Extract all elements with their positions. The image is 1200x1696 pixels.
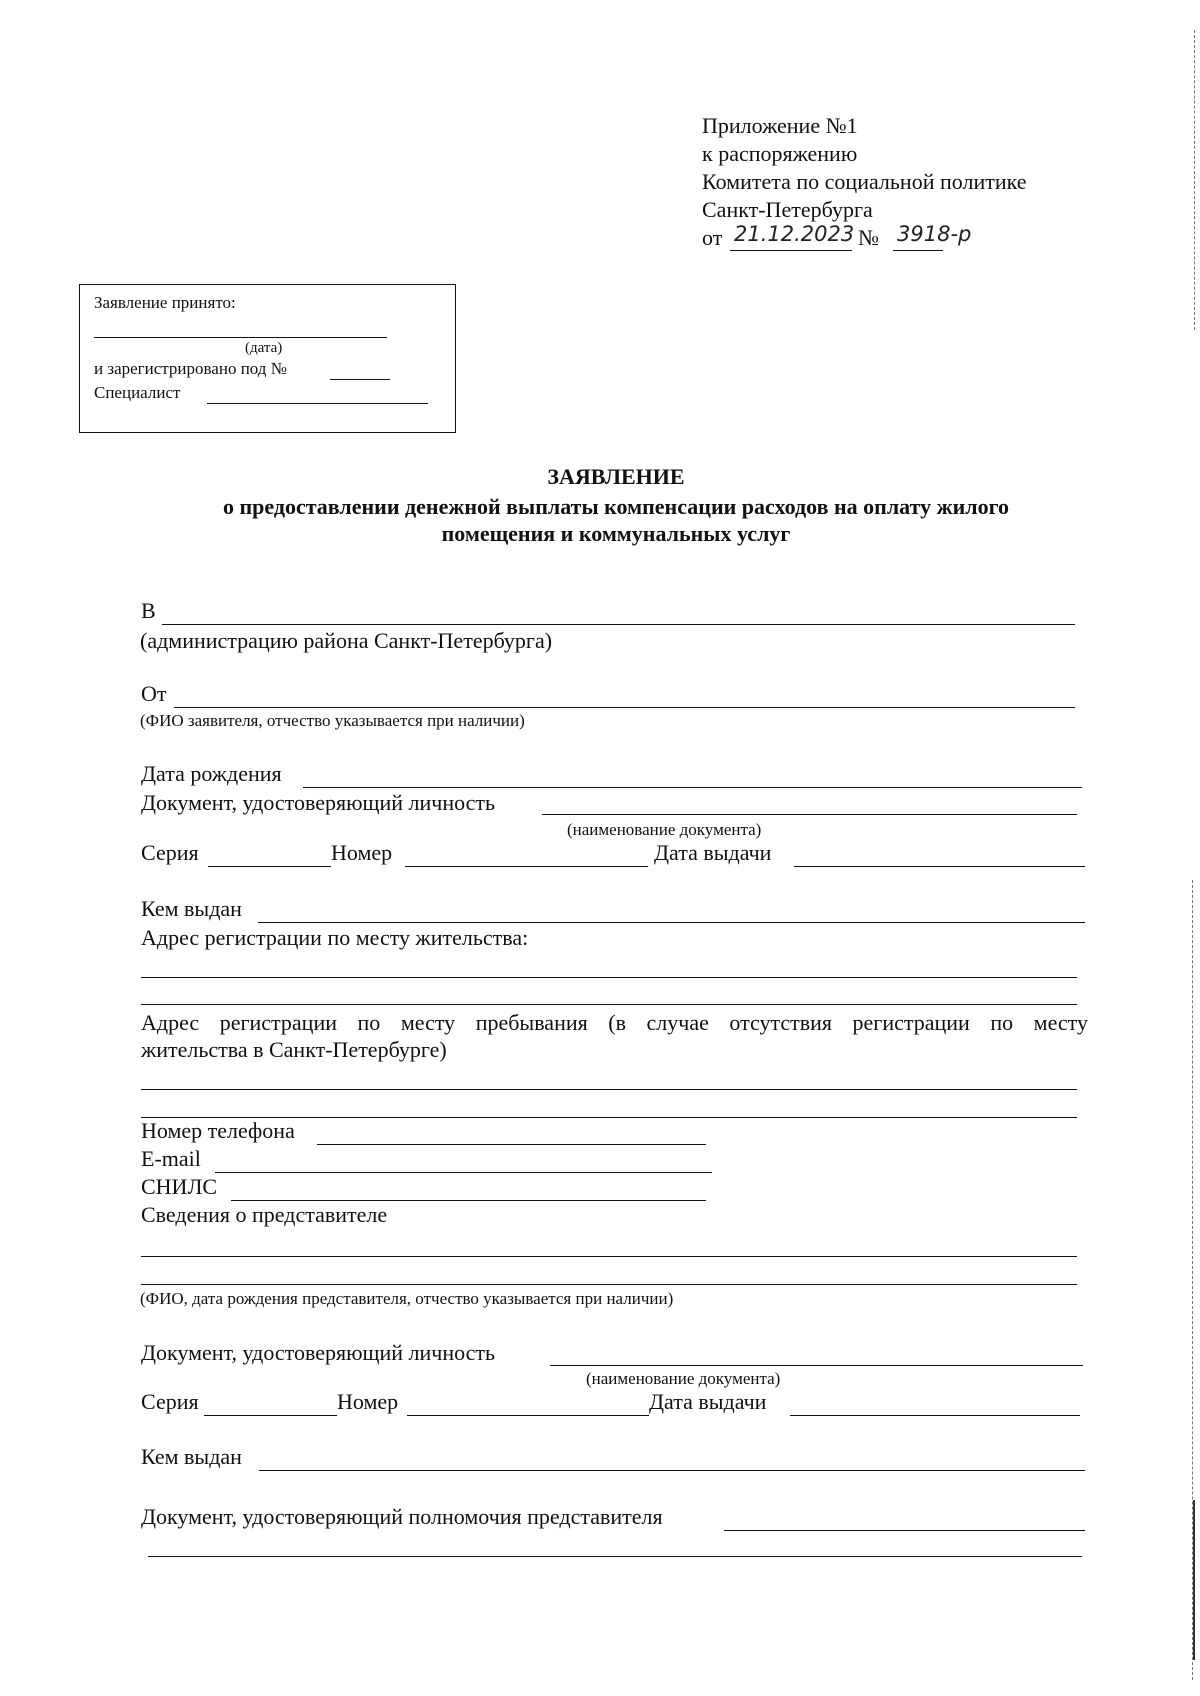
reg-address-label: Адрес регистрации по месту жительства: [141, 925, 529, 950]
rep-authority-doc-label: Документ, удостоверяющий полномочия представителя [141, 1504, 663, 1529]
reg-address-line-2[interactable] [141, 1004, 1077, 1005]
rep-authority-doc-line-2[interactable] [148, 1556, 1082, 1557]
scan-edge-dark [1193, 1500, 1195, 1660]
issue-date-label: Дата выдачи [654, 840, 772, 865]
id-doc-label: Документ, удостоверяющий личность [141, 790, 496, 815]
rep-authority-doc-line-1[interactable] [724, 1530, 1085, 1531]
date-prefix: от [702, 225, 723, 250]
rep-issued-by-label: Кем выдан [141, 1444, 242, 1469]
rep-info-label: Сведения о представителе [141, 1202, 388, 1227]
rep-hint: (ФИО, дата рождения представителя, отчество указывается при наличии) [140, 1289, 674, 1308]
to-hint: (администрацию района Санкт-Петербурга) [140, 628, 553, 653]
rep-id-doc-line[interactable] [550, 1365, 1083, 1366]
order-date-line [730, 250, 852, 251]
rep-series-label: Серия [141, 1389, 199, 1414]
stay-address-label-1: Адрес регистрации по месту пребывания (в случае отсутствия регистрации по месту [141, 1010, 1088, 1035]
to-order-label: к распоряжению [702, 141, 858, 166]
rep-id-doc-hint: (наименование документа) [586, 1369, 781, 1388]
snils-line[interactable] [231, 1200, 706, 1201]
order-date-value: 21.12.2023 [734, 222, 855, 246]
number-sign: № [858, 225, 879, 250]
receipt-registered-label: и зарегистрировано под № [94, 359, 287, 378]
order-number-line [893, 250, 943, 251]
from-label: От [141, 681, 167, 706]
id-doc-hint: (наименование документа) [567, 820, 762, 839]
annex-label: Приложение №1 [702, 113, 858, 138]
receipt-number-line[interactable] [330, 379, 390, 380]
receipt-specialist-label: Специалист [94, 383, 181, 402]
rep-number-line[interactable] [407, 1415, 649, 1416]
committee-label: Комитета по социальной политике [702, 169, 1027, 194]
to-field-line[interactable] [162, 624, 1075, 625]
rep-number-label: Номер [337, 1389, 399, 1414]
number-line[interactable] [405, 866, 648, 867]
from-hint: (ФИО заявителя, отчество указывается при наличии) [140, 711, 525, 730]
number-label: Номер [331, 840, 393, 865]
issued-by-label: Кем выдан [141, 896, 242, 921]
rep-info-line-2[interactable] [141, 1284, 1077, 1285]
receipt-accepted-label: Заявление принято: [94, 293, 236, 312]
birth-date-line[interactable] [303, 787, 1082, 788]
rep-issue-date-line[interactable] [790, 1415, 1080, 1416]
email-line[interactable] [215, 1172, 712, 1173]
page-title: ЗАЯВЛЕНИЕ [547, 464, 685, 489]
reg-address-line-1[interactable] [141, 977, 1077, 978]
stay-address-label-2: жительства в Санкт-Петербурге) [141, 1037, 447, 1062]
city-label: Санкт-Петербурга [702, 197, 873, 222]
title-subline-1: о предоставлении денежной выплаты компенсации расходов на оплату жилого [222, 494, 1010, 519]
receipt-date-hint: (дата) [245, 340, 283, 356]
receipt-specialist-line[interactable] [207, 403, 428, 404]
snils-label: СНИЛС [141, 1174, 218, 1199]
rep-series-line[interactable] [204, 1415, 337, 1416]
phone-line[interactable] [317, 1144, 706, 1145]
scan-edge-top [1194, 30, 1195, 330]
email-label: E-mail [141, 1146, 201, 1171]
rep-id-doc-label: Документ, удостоверяющий личность [141, 1340, 496, 1365]
stay-address-line-1[interactable] [141, 1089, 1077, 1090]
title-subline-2: помещения и коммунальных услуг [441, 521, 791, 546]
rep-info-line-1[interactable] [141, 1256, 1077, 1257]
series-label: Серия [141, 840, 199, 865]
rep-issue-date-label: Дата выдачи [649, 1389, 767, 1414]
birth-date-label: Дата рождения [141, 761, 282, 786]
issued-by-line[interactable] [258, 922, 1085, 923]
to-label: В [141, 598, 156, 623]
order-number-value: 3918-р [897, 222, 972, 246]
series-line[interactable] [208, 866, 331, 867]
phone-label: Номер телефона [141, 1118, 295, 1143]
receipt-date-line[interactable] [94, 337, 387, 338]
id-doc-line[interactable] [542, 814, 1077, 815]
issue-date-line[interactable] [794, 866, 1085, 867]
from-field-line[interactable] [174, 707, 1075, 708]
rep-issued-by-line[interactable] [259, 1470, 1085, 1471]
